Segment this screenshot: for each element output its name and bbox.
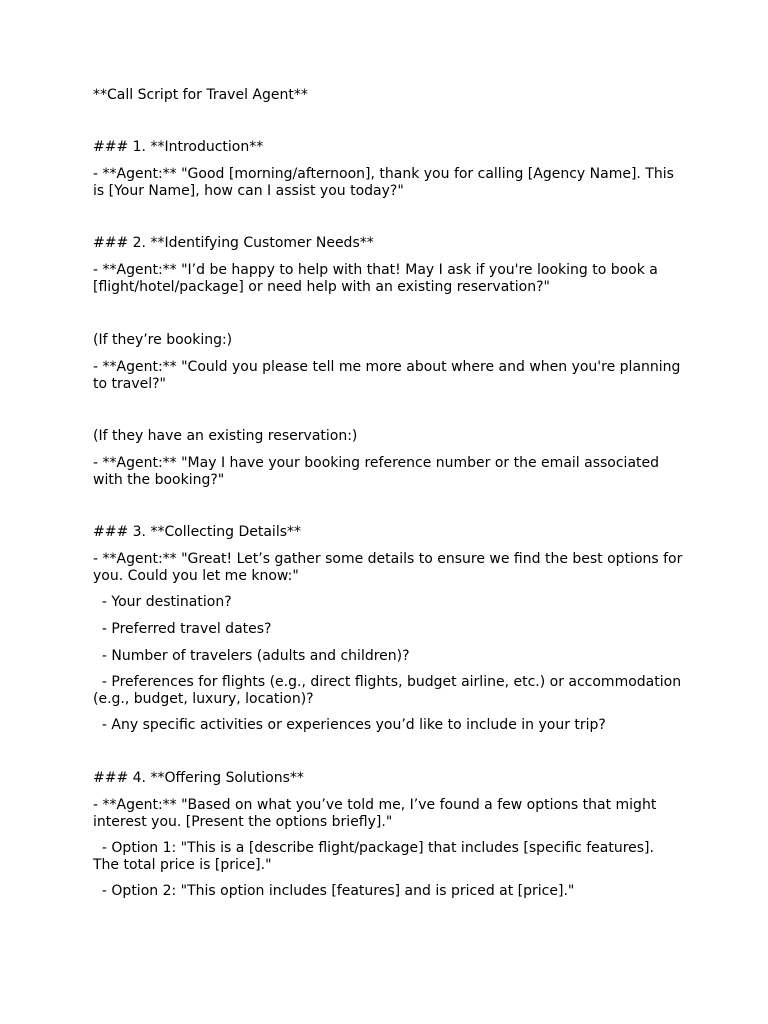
list-item: - Preferences for flights (e.g., direct flights, budget airline, etc.) or accommodation (e.g., budget, luxury, location)? [93,674,686,707]
paragraph: (If they have an existing reservation:) [93,428,358,444]
paragraph: - **Agent:** "May I have your booking reference number or the email associated with the booking?" [93,455,664,488]
paragraph: - **Agent:** "I’d be happy to help with that! May I ask if you're looking to book a [flight/hotel/package] or need help with an existing reservation?" [93,262,663,295]
list-item: - Your destination? [93,594,232,610]
paragraph: - **Agent:** "Could you please tell me more about where and when you're planning to travel?" [93,359,685,392]
list-item: - Option 1: "This is a [describe flight/package] that includes [specific features]. The total price is [price]." [93,840,659,873]
section-heading-customer-needs: ### 2. **Identifying Customer Needs** [93,235,374,251]
section-heading-offering-solutions: ### 4. **Offering Solutions** [93,770,304,786]
list-item: - Any specific activities or experiences you’d like to include in your trip? [93,717,606,733]
paragraph: - **Agent:** "Good [morning/afternoon], thank you for calling [Agency Name]. This is [Your Name], how can I assist you today?" [93,166,679,199]
document-title: **Call Script for Travel Agent** [93,87,308,103]
paragraph: - **Agent:** "Great! Let’s gather some details to ensure we find the best options for you. Could you let me know:" [93,551,687,584]
paragraph: (If they’re booking:) [93,332,233,348]
list-item: - Option 2: "This option includes [features] and is priced at [price]." [93,883,575,899]
list-item: - Preferred travel dates? [93,621,272,637]
paragraph: - **Agent:** "Based on what you’ve told me, I’ve found a few options that might interest you. [Present the options briefly]." [93,797,661,830]
section-heading-introduction: ### 1. **Introduction** [93,139,264,155]
section-heading-collecting-details: ### 3. **Collecting Details** [93,524,302,540]
list-item: - Number of travelers (adults and children)? [93,648,410,664]
